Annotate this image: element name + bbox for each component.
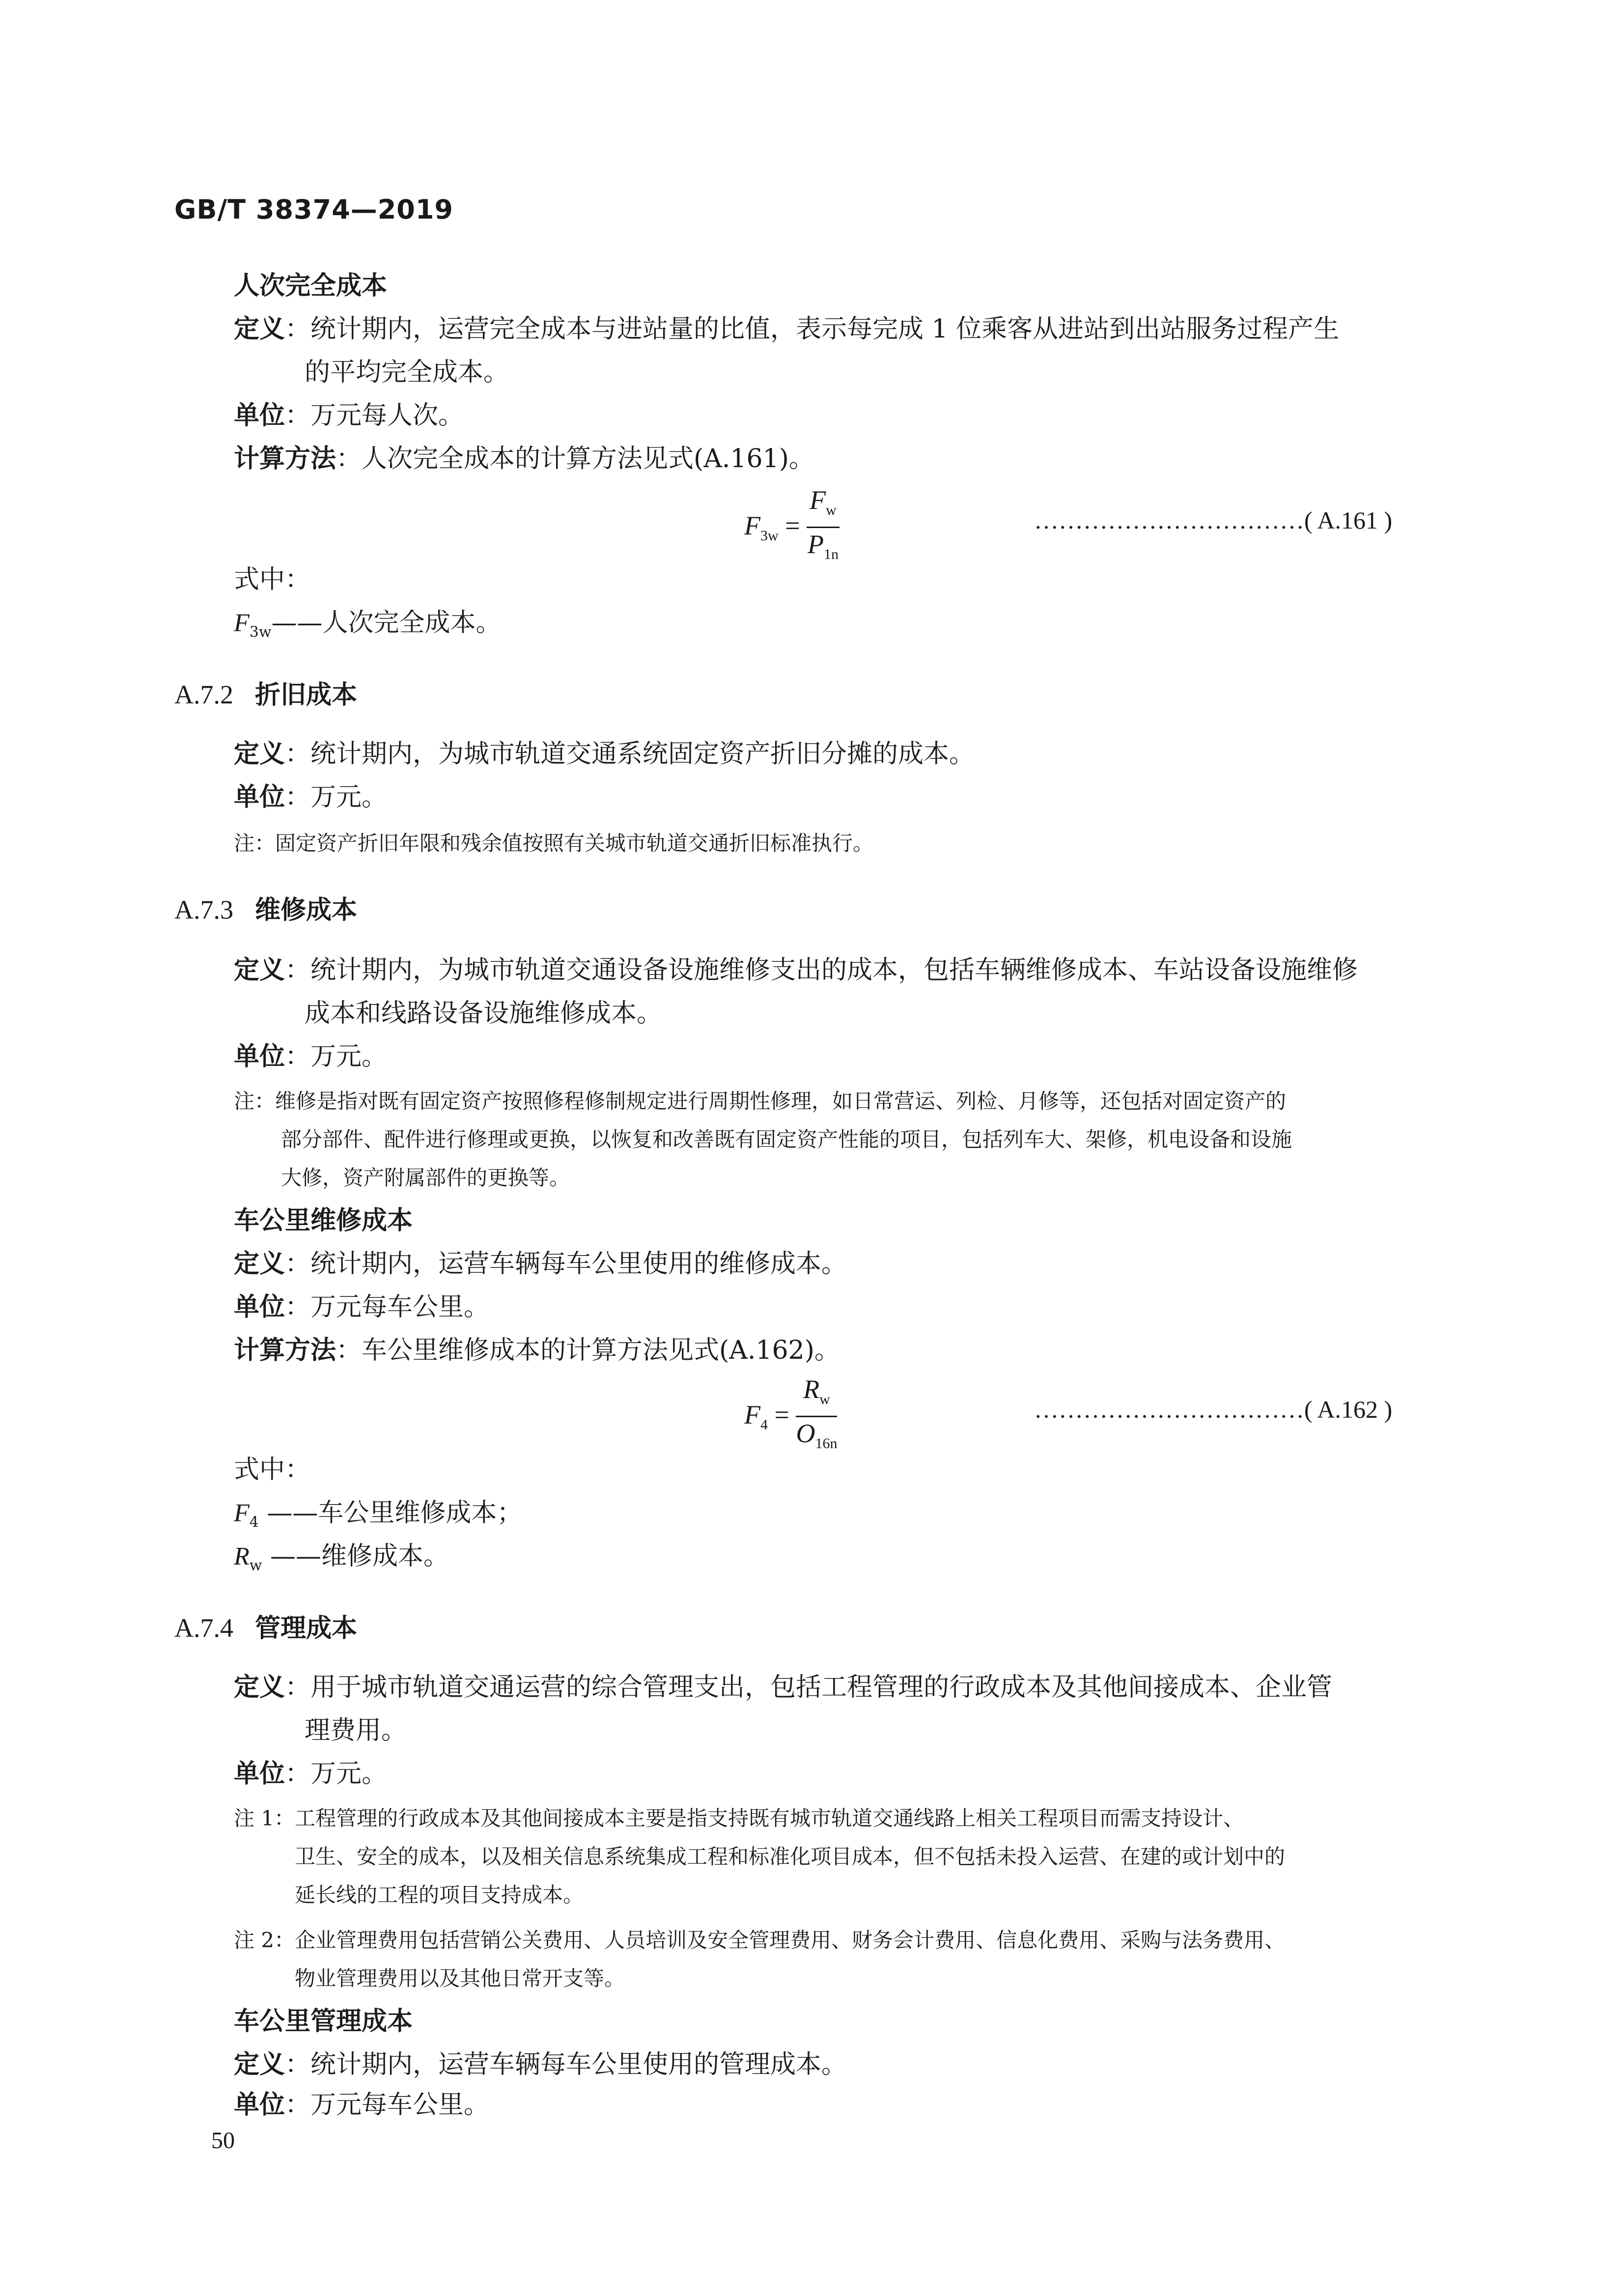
note: 注：维修是指对既有固定资产按照修程修制规定进行周期性修理，如日常营运、列检、月修等，还包括对固定资产的	[234, 1089, 1287, 1113]
variable-definition: $F_4$ ——车公里维修成本；	[234, 1498, 523, 1531]
definition-continuation: 成本和线路设备设施维修成本。	[305, 999, 663, 1028]
formula-denominator: $O_{16n}$	[796, 1418, 838, 1452]
formula-fraction	[807, 484, 840, 571]
definition-line: 定义：统计期内，运营车辆每车公里使用的维修成本。	[234, 1249, 847, 1279]
unit-line: 单位：万元每车公里。	[234, 1292, 490, 1322]
unit-text: ：万元每人次。	[285, 401, 464, 430]
formula-a161: $F_{3w}$ = $\frac{F_w}{P_{1n}}$	[744, 484, 840, 571]
formula-a162: $F_4$ = $\frac{R_w}{O_{16n}}$	[744, 1373, 837, 1460]
note-continuation: 大修，资产附属部件的更换等。	[281, 1166, 570, 1190]
equation-number: ……………………………( A.161 )	[1034, 506, 1393, 534]
section-heading-a74: A.7.4 管理成本	[174, 1613, 358, 1643]
calc-method-label: 计算方法	[234, 444, 336, 474]
calc-method-line	[234, 444, 814, 474]
unit-label: 单位	[234, 401, 285, 430]
formula-fraction	[796, 1373, 837, 1460]
definition-line: 定义：用于城市轨道交通运营的综合管理支出，包括工程管理的行政成本及其他间接成本、企业管	[234, 1673, 1333, 1702]
note-continuation: 物业管理费用以及其他日常开支等。	[295, 1966, 625, 1990]
definition-line: 定义：统计期内，运营车辆每车公里使用的管理成本。	[234, 2050, 847, 2079]
formula-numerator: $F_w$	[807, 484, 840, 528]
unit-line	[234, 401, 464, 430]
unit-line: 单位：万元。	[234, 1042, 388, 1071]
definition-line	[234, 314, 1339, 344]
formula-lhs-sub: 3w	[760, 527, 779, 544]
definition-line: 定义：统计期内，为城市轨道交通设备设施维修支出的成本，包括车辆维修成本、车站设备设施维修	[234, 955, 1358, 985]
formula-lhs: F	[744, 510, 760, 540]
note: 注 2：企业管理费用包括营销公关费用、人员培训及安全管理费用、财务会计费用、信息化费用、采购与法务费用、	[234, 1928, 1286, 1952]
section-title: 折旧成本	[255, 680, 358, 710]
section-heading-a72	[174, 674, 357, 711]
formula-denominator: $P_{1n}$	[807, 529, 839, 562]
unit-line: 单位：万元。	[234, 783, 388, 812]
calc-method-text: ：人次完全成本的计算方法见式(A.161)。	[336, 444, 814, 474]
variable-definition: $F_{3w}——$人次完全成本。	[234, 608, 502, 641]
calc-method-line: 计算方法：车公里维修成本的计算方法见式(A.162)。	[234, 1336, 840, 1365]
definition-label: 定义	[234, 314, 285, 344]
formula-numerator: $R_w$	[796, 1373, 837, 1417]
unit-line: 单位：万元每车公里。	[234, 2090, 490, 2120]
note: 注：固定资产折旧年限和残余值按照有关城市轨道交通折旧标准执行。	[234, 831, 874, 855]
note-continuation: 延长线的工程的项目支持成本。	[295, 1883, 584, 1907]
definition-text: ：统计期内，运营完全成本与进站量的比值，表示每完成 1 位乘客从进站到出站服务过程产生	[285, 314, 1340, 344]
note: 注 1：工程管理的行政成本及其他间接成本主要是指支持既有城市轨道交通线路上相关工程项目而需支持设计、	[234, 1806, 1244, 1830]
term-heading: 车公里维修成本	[234, 1206, 413, 1235]
definition-line: 定义：统计期内，为城市轨道交通系统固定资产折旧分摊的成本。	[234, 739, 975, 769]
term-heading: 车公里管理成本	[234, 2007, 413, 2036]
note-continuation: 部分部件、配件进行修理或更换，以恢复和改善既有固定资产性能的项目，包括列车大、架修，机电设备和设施	[281, 1127, 1292, 1151]
where-label: 式中：	[234, 1455, 311, 1484]
variable-definition: $R_w$ ——维修成本。	[234, 1541, 449, 1574]
definition-continuation: 理费用。	[305, 1716, 407, 1745]
equation-number: ……………………………( A.162 )	[1034, 1396, 1393, 1423]
term-heading: 人次完全成本	[234, 271, 388, 301]
page-number: 50	[211, 2127, 235, 2154]
section-heading-a73: A.7.3 维修成本	[174, 895, 358, 925]
where-label: 式中：	[234, 565, 311, 594]
definition-continuation: 的平均完全成本。	[305, 358, 509, 387]
section-number: A.7.2	[174, 680, 233, 709]
standard-number: GB/T 38374—2019	[174, 194, 453, 225]
note-continuation: 卫生、安全的成本，以及相关信息系统集成工程和标准化项目成本，但不包括未投入运营、在建的或计划中的	[295, 1845, 1286, 1869]
unit-line: 单位：万元。	[234, 1759, 388, 1789]
